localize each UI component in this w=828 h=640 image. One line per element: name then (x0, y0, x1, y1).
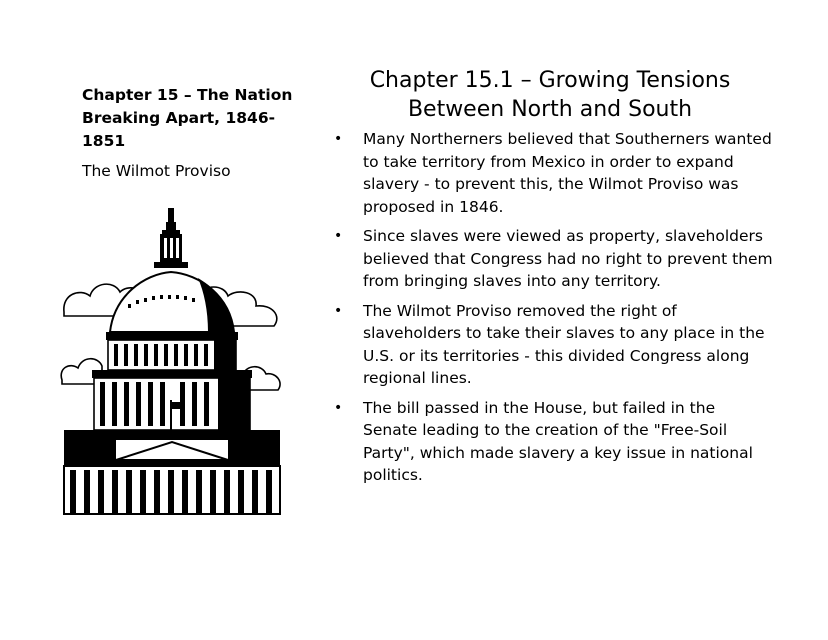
list-item (334, 300, 774, 390)
bullet-icon: • (334, 228, 343, 244)
bullet-text: The bill passed in the House, but failed in the Senate leading to the creation of the "Free-Soil Party", which made slavery a key issue in national politics. (363, 398, 753, 484)
chapter-heading (82, 84, 312, 153)
bullet-icon: • (334, 302, 343, 319)
bullet-list (334, 128, 774, 494)
slide-title-line1: Chapter 15.1 – Growing Tensions (369, 68, 731, 93)
chapter-heading-line2: Breaking Apart, 1846-1851 (82, 109, 276, 150)
bullet-text: Since slaves were viewed as property, slaveholders believed that Congress had no right to prevent them from bringing slaves into any territory. (363, 227, 773, 290)
list-item (334, 225, 774, 293)
capitol-building-icon (58, 204, 286, 518)
bullet-text: The Wilmot Proviso removed the right of slaveholders to take their slaves to any place in the U.S. or its territories - this divided Congress along regional lines. (363, 301, 765, 387)
subtopic-label: The Wilmot Proviso (82, 162, 231, 180)
bullet-text: Many Northerners believed that Southerners wanted to take territory from Mexico in order to expand slavery - to prevent this, the Wilmot Proviso was proposed in 1846. (363, 130, 772, 216)
list-item (334, 397, 774, 487)
list-item (334, 128, 774, 218)
slide-title-line2: Between North and South (407, 97, 693, 122)
bullet-icon: • (334, 131, 343, 147)
chapter-heading-line1: Chapter 15 – The Nation (82, 86, 293, 104)
slide-title (340, 66, 760, 124)
bullet-icon: • (334, 399, 343, 416)
